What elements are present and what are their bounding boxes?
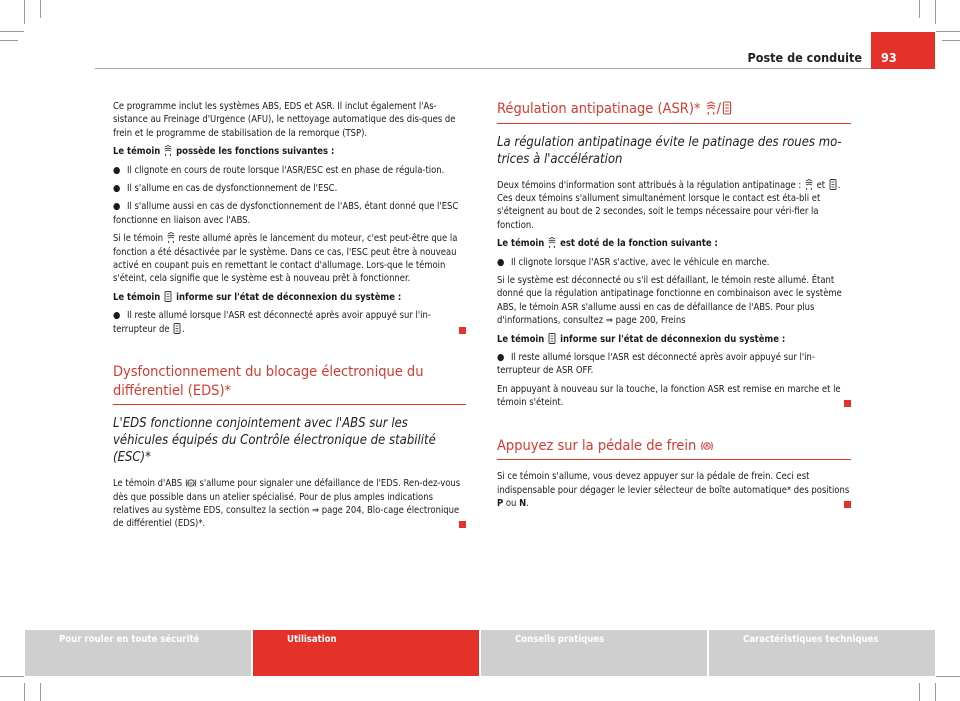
asr-lead: La régulation antipatinage évite le patinage des roues mo-trices à l'accélération [497,134,842,167]
heading-text: est doté de la fonction suivante : [560,238,718,250]
paragraph-text: Le témoin d'ABS [113,478,183,490]
reset-paragraph [497,383,851,410]
right-column [497,100,851,515]
page-number: 93 [871,32,935,69]
crop-mark [0,676,24,677]
crop-mark [935,0,936,24]
title-text: Régulation antipatinage (ASR)* [497,101,701,117]
page-title: Poste de conduite [747,50,862,65]
asr-off-icon [721,101,733,115]
eds-lead: L'EDS fonctionne conjointement avec l'ABS sur les véhicules équipés du Contrôle électronique de stabilité (ESC)* [113,416,436,466]
crop-mark [40,0,41,18]
eds-section-title: Dysfonctionnement du blocage électronique du différentiel (EDS)* [113,363,466,405]
tab-conseils-pratiques[interactable]: Conseils pratiques [481,630,707,676]
asr-section-title: Régulation antipatinage (ASR)* / [497,100,851,124]
list-item: ● Il s'allume en cas de dysfonctionnement de l'ESC. [113,183,338,195]
heading-text: Le témoin [113,291,161,303]
list-item: ● Il s'allume aussi en cas de dysfonctionnement de l'ABS, étant donné que l'ESC fonctionne en liaison avec l'ABS. [113,201,459,226]
tab-caracteristiques-techniques[interactable]: Caractéristiques techniques [709,630,935,676]
list-item-text: Il s'allume en cas de dysfonctionnement de l'ESC. [127,183,338,195]
list-item-text: Il reste allumé lorsque l'ASR est déconnecté après avoir appuyé sur l'in-terrupteur de [113,310,431,335]
function-heading [113,145,466,158]
paragraph-text: Si le témoin [113,233,164,245]
crop-mark [24,0,25,24]
abs-warning-icon [185,478,197,488]
left-column [113,100,466,536]
paragraph-text: . Ces deux témoins s'allument simultanément lorsque le contact est éta-bli et s'éteignent au bout de 2 secondes, soit le temps nécessaire pour véri-fier la fonction. [497,179,841,231]
list-item: ● Il clignote en cours de route lorsque l'ASR/ESC est en phase de régula-tion. [113,164,445,176]
brake-pedal-icon [700,440,714,452]
asr-warning-icon [166,232,176,243]
crop-mark [936,31,960,32]
tab-utilisation[interactable]: Utilisation [253,630,479,676]
crop-mark [919,683,920,701]
section-end-marker [459,327,466,334]
heading-text: informe sur l'état de déconnexion du système : [176,291,402,303]
deactivation-heading [113,291,466,304]
paragraph-text: Si ce témoin s'allume, vous devez appuyer sur la pédale de frein. Ceci est indispensable pour dégager le levier sélecteur de boîte automatique* des positions [497,471,850,496]
crop-mark [936,676,960,677]
asr-off-icon [828,179,838,190]
asr-warning-icon [547,237,557,248]
crop-mark [24,683,25,701]
asr-warning-icon [804,179,814,190]
asr-off-icon [163,291,173,302]
section-end-marker [459,521,466,528]
list-item-text: Il s'allume aussi en cas de dysfonctionnement de l'ABS, étant donné que l'ESC fonctionne en liaison avec l'ABS. [113,201,459,226]
crop-mark [935,683,936,701]
function-heading [497,237,851,250]
paragraph-text: et [816,179,826,191]
list-item-text: . [182,323,185,335]
heading-text: informe sur l'état de déconnexion du système : [560,333,786,345]
deactivation-heading [497,333,851,346]
list-item: ● Il reste allumé lorsque l'ASR est déconnecté après avoir appuyé sur l'in-terrupteur de ASR OFF. [497,351,815,377]
header-divider [95,68,935,69]
crop-mark [0,31,24,32]
paragraph-text: reste allumé après le lancement du moteur, c'est peut-être que la fonction a été désactivée par le système. Dans ce cas, l'ESC peut être à nouveau activé en coupant puis en remettant le contact d'allumage. Lors-que le témoin s'éteint, cela signifie que le système est à nouveau prêt à fonctionner. [113,233,458,285]
asr-warning-icon [163,145,173,156]
gear-position-n: N [519,497,527,509]
intro-paragraph: Ce programme inclut les systèmes ABS, EDS et ASR. Il inclut également l'As-sistance au Freinage d'Urgence (AFU), le nettoyage automatique des dis-ques de frein et le programme de stabilisation de la remorque (TSP). [113,101,456,139]
paragraph-text: ou [505,497,517,509]
heading-text: Le témoin [113,146,161,158]
asr-off-icon [547,333,557,344]
restart-paragraph [113,232,466,286]
title-text: Appuyez sur la pédale de frein [497,437,697,454]
eds-paragraph [113,477,466,531]
list-item-text: Il reste allumé lorsque l'ASR est déconnecté après avoir appuyé sur l'in-terrupteur de ASR OFF. [497,351,815,377]
list-item: ● Il reste allumé lorsque l'ASR est déconnecté après avoir appuyé sur l'in-terrupteur de . [113,309,466,336]
section-end-marker [844,501,851,508]
crop-mark [40,683,41,701]
paragraph-text: s'allume pour signaler une défaillance de l'EDS. Ren-dez-vous dès que possible dans un atelier spécialisé. Pour de plus amples indications relatives au système EDS, consultez la section ⇒ page 204, Blo-cage électronique de différentiel (EDS)*. [113,478,461,530]
crop-mark [942,40,960,41]
list-item-text: Il clignote lorsque l'ASR s'active, avec le véhicule en marche. [511,256,770,268]
paragraph-text: Deux témoins d'information sont attribués à la régulation antipatinage : [497,179,802,191]
brake-paragraph [497,470,851,510]
footer-navigation [25,630,935,676]
crop-mark [0,40,18,41]
asr-warning-icon [705,101,717,115]
heading-text: Le témoin [497,333,545,345]
heading-text: possède les fonctions suivantes : [176,146,335,158]
brake-section-title [497,437,851,461]
heading-text: Le témoin [497,238,545,250]
asr-off-icon [172,323,182,334]
tab-pour-rouler-en-toute-securite[interactable]: Pour rouler en toute sécurité [25,630,251,676]
paragraph-text: . [526,497,529,509]
gear-position-p: P [497,497,504,509]
section-end-marker [844,400,851,407]
list-item: ● Il clignote lorsque l'ASR s'active, avec le véhicule en marche. [497,256,770,268]
list-item-text: Il clignote en cours de route lorsque l'ASR/ESC est en phase de régula-tion. [127,164,445,176]
crop-mark [919,0,920,18]
asr-intro-paragraph [497,179,851,233]
paragraph-text: En appuyant à nouveau sur la touche, la fonction ASR est remise en marche et le témoin s'éteint. [497,383,841,409]
failure-paragraph: Si le système est déconnecté ou s'il est défaillant, le témoin reste allumé. Étant donné que la régulation antipatinage fonctionne en combinaison avec le système ABS, le témoin ASR s'allume aussi en cas de défaillance de l'ABS. Pour plus d'informations, consultez ⇒ page 200, Freins [497,274,842,327]
svg-text:ABS: ABS [187,481,195,486]
